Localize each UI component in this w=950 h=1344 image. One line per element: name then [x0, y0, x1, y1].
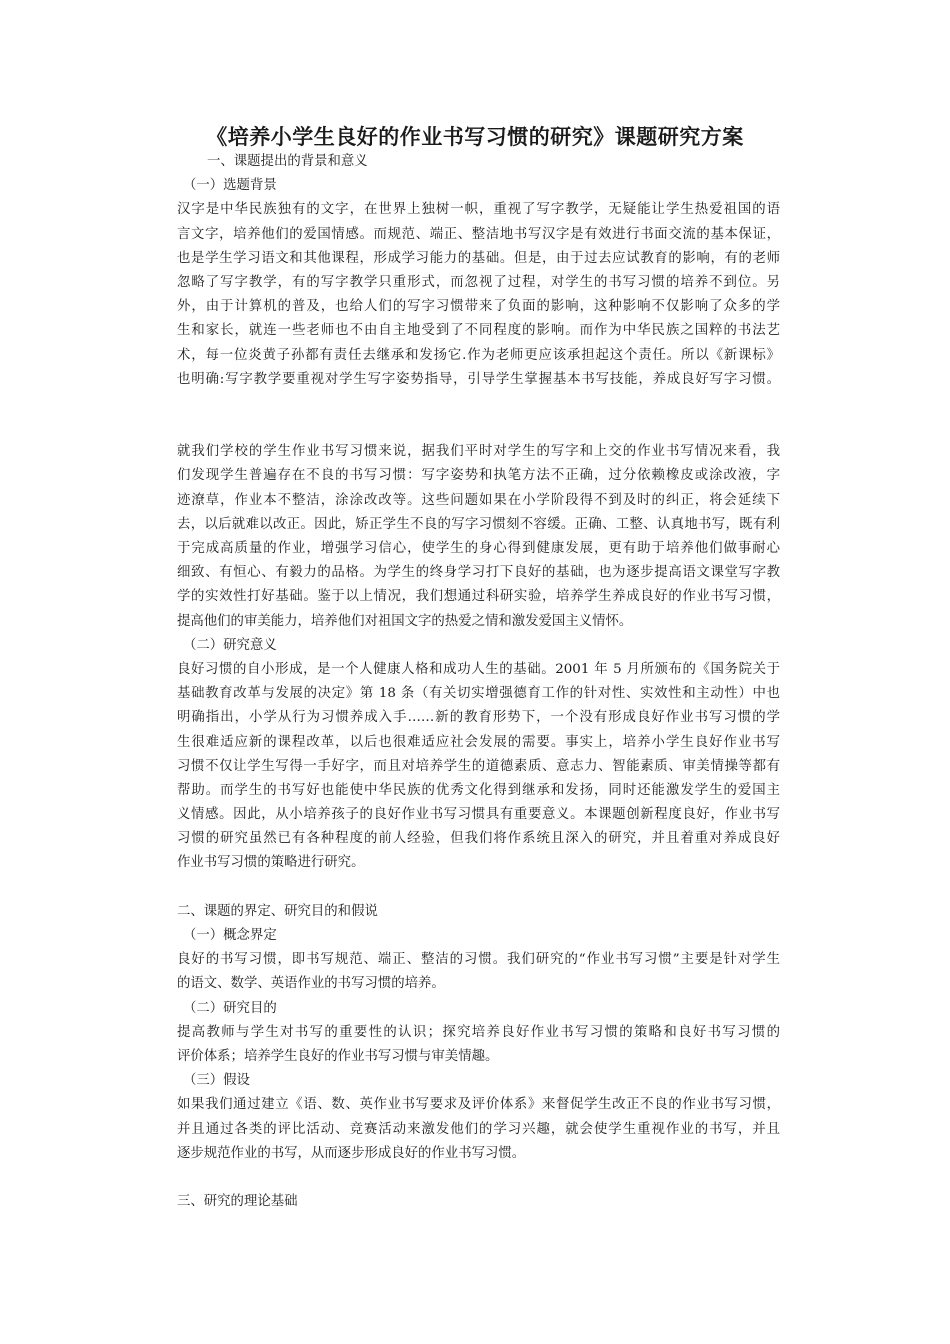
blank-line — [177, 876, 780, 900]
section-heading-1: 一、课题提出的背景和意义 — [207, 154, 368, 169]
text-line: 学的实效性打好基础。鉴于以上情况，我们想通过科研实验，培养学生养成良好的作业书写习惯， — [177, 589, 780, 605]
section-heading-2: 二、课题的界定、研究目的和假说 — [177, 903, 378, 919]
text-line: 良好习惯的自小形成，是一个人健康人格和成功人生的基础。2001 年 5 月所颁布的《国务院关于 — [177, 661, 780, 677]
text-line: 帮助。而学生的书写好也能使中华民族的优秀文化得到继承和发扬，同时还能激发学生的爱国主 — [177, 782, 780, 798]
subsection-heading-hypothesis: （三）假设 — [183, 1073, 250, 1089]
text-line: 生很难适应新的课程改革，以后也很难适应社会发展的需要。事实上，培养小学生良好作业书写 — [177, 734, 780, 750]
text-line: 也明确:写字教学要重视对学生写字姿势指导，引导学生掌握基本书写技能，养成良好写字习惯。 — [177, 371, 780, 387]
text-line: 作业书写习惯的策略进行研究。 — [177, 855, 365, 871]
text-line: 逐步规范作业的书写，从而逐步形成良好的作业书写习惯。 — [177, 1145, 526, 1161]
text-line: 细致、有恒心、有毅力的品格。为学生的终身学习打下良好的基础，也为逐步提高语文课堂写字教 — [177, 565, 780, 581]
text-line: 如果我们通过建立《语、数、英作业书写要求及评价体系》来督促学生改正不良的作业书写习惯， — [177, 1097, 780, 1113]
blank-line — [177, 416, 780, 440]
subsection-heading-significance: （二）研究意义 — [183, 637, 277, 653]
text-line: 提高他们的审美能力，培养他们对祖国文字的热爱之情和激发爱国主义情怀。 — [177, 613, 633, 629]
text-line: 于完成高质量的作业，增强学习信心，使学生的身心得到健康发展，更有助于培养他们做事耐心 — [177, 541, 780, 556]
subsection-heading-definition: （一）概念界定 — [183, 928, 277, 943]
text-line: 的语文、数学、英语作业的书写习惯的培养。 — [177, 976, 445, 992]
document-title: 《培养小学生良好的作业书写习惯的研究》课题研究方案 — [206, 124, 744, 149]
paragraph-school-situation — [177, 440, 780, 634]
text-line: 也是学生学习语文和其他课程，形成学习能力的基础。但是，由于过去应试教育的影响，有的老师 — [177, 250, 780, 266]
paragraph-purpose — [177, 1021, 780, 1069]
text-line: 义情感。因此，从小培养孩子的良好作业书写习惯具有重要意义。本课题创新程度良好，作业书写 — [177, 807, 780, 823]
text-line: 提高教师与学生对书写的重要性的认识；探究培养良好作业书写习惯的策略和良好书写习惯的 — [177, 1024, 780, 1040]
text-line: 外，由于计算机的普及，也给人们的写字习惯带来了负面的影响，这种影响不仅影响了众多的学 — [177, 299, 780, 315]
subsection-heading-background: （一）选题背景 — [183, 178, 277, 194]
paragraph-definition — [177, 948, 780, 996]
text-line: 言文字，培养他们的爱国情感。而规范、端正、整洁地书写汉字是有效进行书面交流的基本保证， — [177, 226, 780, 242]
blank-line — [177, 1166, 780, 1190]
text-line: 汉字是中华民族独有的文字，在世界上独树一帜，重视了写字教学，无疑能让学生热爱祖国的语 — [177, 202, 780, 218]
text-line: 习惯的研究虽然已有各种程度的前人经验，但我们将作系统且深入的研究，并且着重对养成良好 — [177, 831, 780, 847]
subsection-heading-purpose: （二）研究目的 — [183, 1000, 277, 1016]
text-line: 并且通过各类的评比活动、竞赛活动来激发他们的学习兴趣，就会使学生重视作业的书写，并且 — [177, 1121, 780, 1137]
text-line: 生和家长，就连一些老师也不由自主地受到了不同程度的影响。而作为中华民族之国粹的书法艺 — [177, 323, 780, 339]
text-line: 明确指出，小学从行为习惯养成入手……新的教育形势下，一个没有形成良好作业书写习惯的学 — [177, 710, 780, 726]
text-line: 迹潦草，作业本不整洁，涂涂改改等。这些问题如果在小学阶段得不到及时的纠正，将会延续下 — [177, 492, 780, 508]
text-line: 基础教育改革与发展的决定》第 18 条（有关切实增强德育工作的针对性、实效性和主动性）中也 — [177, 686, 780, 702]
paragraph-significance — [177, 658, 780, 876]
text-line: 就我们学校的学生作业书写习惯来说，据我们平时对学生的写字和上交的作业书写情况来看，我 — [177, 444, 780, 460]
text-line: 习惯不仅让学生写得一手好字，而且对培养学生的道德素质、意志力、智能素质、审美情操等都有 — [177, 758, 780, 774]
paragraph-background — [177, 198, 780, 392]
text-line: 良好的书写习惯，即书写规范、端正、整洁的习惯。我们研究的“作业书写习惯”主要是针对学生 — [177, 952, 780, 968]
section-heading-3: 三、研究的理论基础 — [177, 1194, 298, 1210]
text-line: 术，每一位炎黄子孙都有责任去继承和发扬它.作为老师更应该承担起这个责任。所以《新课标》 — [177, 347, 780, 363]
text-line: 评价体系；培养学生良好的作业书写习惯与审美情趣。 — [177, 1048, 499, 1064]
document-body — [177, 150, 780, 1214]
text-line: 去，以后就难以改正。因此，矫正学生不良的写字习惯刻不容缓。正确、工整、认真地书写，既有利 — [177, 516, 780, 532]
paragraph-hypothesis — [177, 1093, 780, 1166]
text-line: 忽略了写字教学，有的写字教学只重形式，而忽视了过程，对学生的书写习惯的培养不到位。另 — [177, 274, 780, 290]
blank-line — [177, 392, 780, 416]
text-line: 们发现学生普遍存在不良的书写习惯：写字姿势和执笔方法不正确，过分依赖橡皮或涂改液，字 — [177, 468, 780, 484]
